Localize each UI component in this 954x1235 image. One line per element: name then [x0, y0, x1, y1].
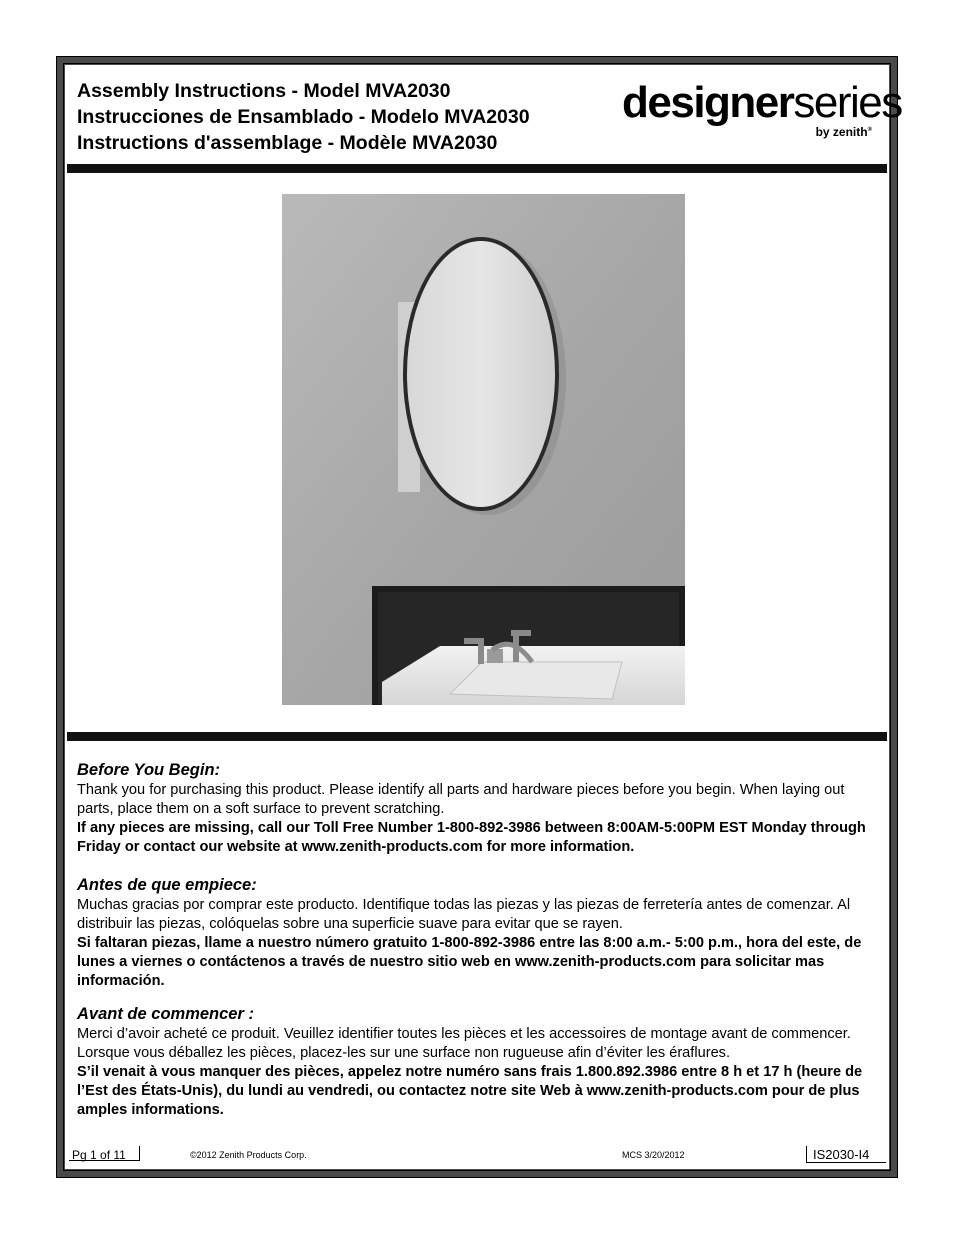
section-heading-en: Before You Begin:	[77, 761, 221, 779]
section-before-you-begin	[77, 760, 877, 857]
header-divider	[67, 164, 887, 173]
section-heading-fr: Avant de commencer :	[77, 1005, 254, 1023]
document-code: IS2030-I4	[813, 1147, 870, 1162]
section-contact-en: If any pieces are missing, call our Toll Free Number 1-800-892-3986 between 8:00AM-5:00PM EST Monday through Friday or contact our website at www.zenith-products.com for more information.	[77, 820, 866, 855]
document-title-block	[77, 78, 530, 156]
section-body-fr: Merci d’avoir acheté ce produit. Veuillez identifier toutes les pièces et les accessoires de montage avant de commencer. Lorsque vous déballez les pièces, placez-les sur une surface non rugueuse afin d’éviter les éraflures.	[77, 1026, 851, 1061]
logo-byline: by zenith®	[815, 125, 872, 139]
copyright-notice: ©2012 Zenith Products Corp.	[190, 1150, 307, 1160]
logo-light-text: series	[793, 78, 902, 127]
section-body-es: Muchas gracias por comprar este producto. Identifique todas las piezas y las piezas de ferretería antes de comenzar. Al distribuir las piezas, colóquelas sobre una superficie suave para evitar que se rayen.	[77, 897, 851, 932]
logo-bold-text: designer	[622, 78, 794, 127]
title-french: Instructions d'assemblage - Modèle MVA2030	[77, 132, 498, 154]
section-heading-es: Antes de que empiece:	[77, 876, 257, 894]
section-avant-de-commencer	[77, 1004, 877, 1120]
photo-divider	[67, 732, 887, 741]
title-spanish: Instrucciones de Ensamblado - Modelo MVA2030	[77, 106, 530, 128]
section-contact-fr: S’il venait à vous manquer des pièces, appelez notre numéro sans frais 1.800.892.3986 entre 8 h et 17 h (heure de l’Est des États-Unis), du lundi au vendredi, ou contactez notre site Web à www.zenith-products.com pour de plus amples informations.	[77, 1064, 863, 1118]
section-contact-es: Si faltaran piezas, llame a nuestro número gratuito 1-800-892-3986 entre las 8:00 a.m.- 5:00 p.m., hora del este, de lunes a viernes o contáctenos a través de nuestro sitio web en www.zenith-products.com para solicitar mas información.	[77, 935, 862, 989]
section-body-en: Thank you for purchasing this product. Please identify all parts and hardware pieces before you begin. When laying out parts, place them on a soft surface to prevent scratching.	[77, 782, 845, 817]
section-antes-de-que-empiece	[77, 875, 877, 991]
title-english: Assembly Instructions - Model MVA2030	[77, 80, 451, 102]
product-photo	[282, 194, 685, 705]
revision-date: MCS 3/20/2012	[622, 1150, 685, 1160]
page-number: Pg 1 of 11	[72, 1148, 126, 1162]
brand-logo	[622, 78, 902, 144]
